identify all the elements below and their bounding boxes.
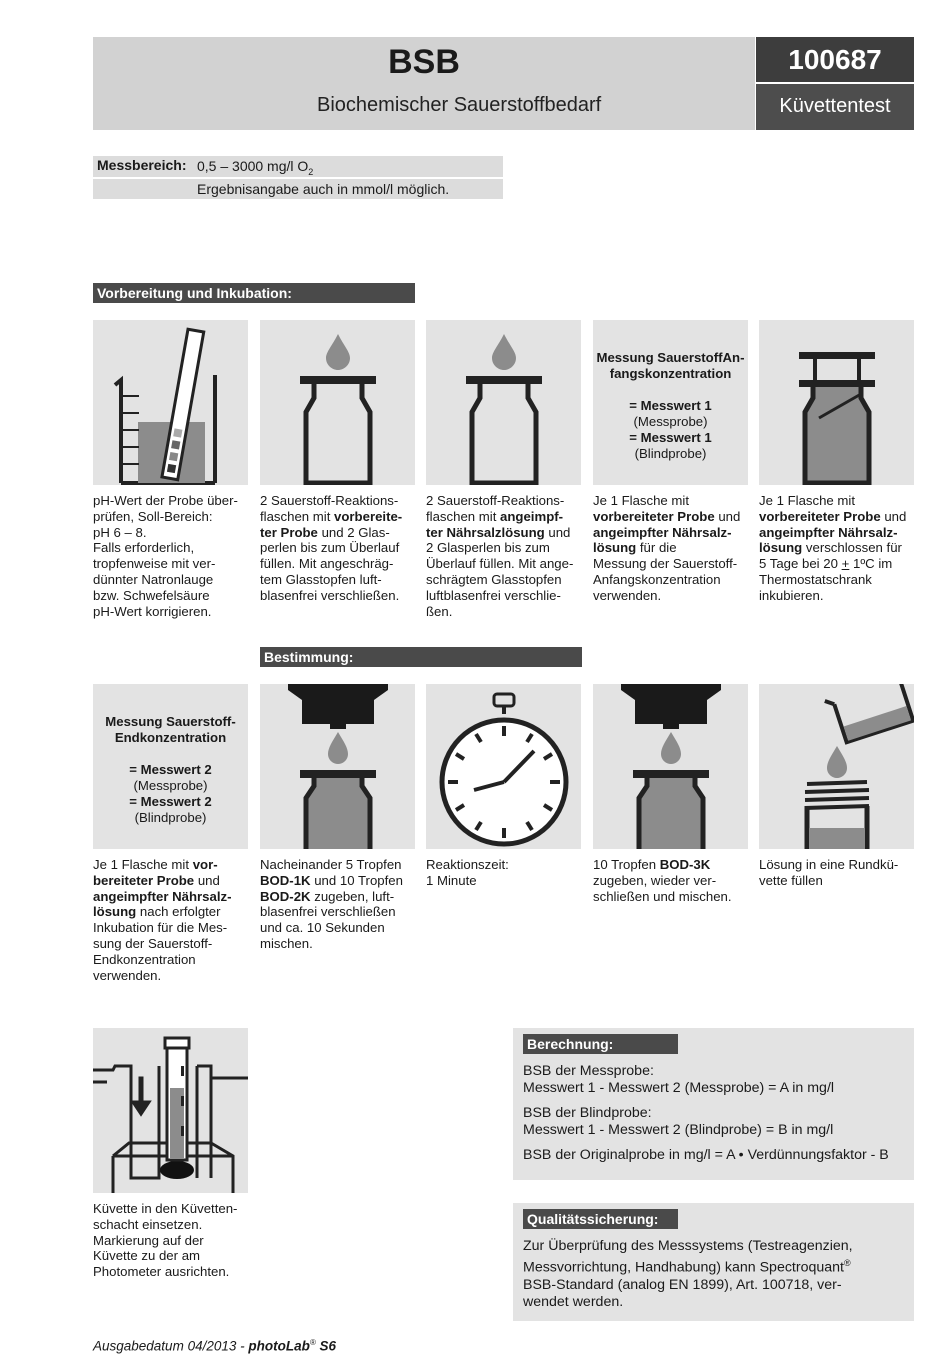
messwert-2-label: = Messwert 2	[129, 762, 212, 777]
section-bestimmung: Bestimmung:	[260, 647, 582, 667]
page-subtitle: Biochemischer Sauerstoffbedarf	[317, 94, 602, 116]
drop-icon	[661, 732, 681, 764]
beaker-ph-strip-icon	[93, 320, 248, 485]
step-11-text: Küvette in den Küvetten- schacht einsetzen. Markierung auf der Küvette zu der am Photometer ausrichten.	[93, 1201, 238, 1280]
panel-reagent-drop-3k	[593, 684, 748, 849]
step-4-text: Je 1 Flasche mit vorbereiteter Probe und angeimpfter Nährsalz- lösung für die Messung der Sauerstoff- Anfangskonzentration verwenden.	[593, 493, 741, 603]
messbereich-note: Ergebnisangabe auch in mmol/l möglich.	[197, 181, 450, 197]
panel-reagent-drop	[260, 684, 415, 849]
qualitaet-text: Zur Überprüfung des Messsystems (Testreagenzien, Messvorrichtung, Handhabung) kann Spectroquant® BSB-Standard (analog EN 1899), Art. 100718, ver- wendet werden.	[523, 1238, 853, 1310]
messprobe-label: (Messprobe)	[633, 414, 708, 429]
messung-end-title-1: Messung Sauerstoff-	[105, 714, 236, 729]
section-qualitaet: Qualitätssicherung:	[523, 1209, 678, 1229]
drop-icon	[328, 732, 348, 764]
messung-anfang-title-1: Messung SauerstoffAn-	[596, 350, 745, 365]
step-6-text: Je 1 Flasche mit vor- bereiteter Probe und angeimpfter Nährsalz- lösung nach erfolgter Inkubation für die Mes- sung der Sauerstoff- Endkonzentration verwenden.	[93, 857, 232, 983]
blindprobe-label: (Blindprobe)	[134, 810, 207, 825]
pour-cuvette-icon	[759, 684, 914, 849]
bottle-drop-icon	[260, 320, 415, 485]
drop-icon	[492, 334, 516, 370]
panel-bottle-naehrsalz	[426, 320, 581, 485]
panel-photometer	[93, 1028, 248, 1193]
test-type: Küvettentest	[779, 95, 891, 117]
step-2-text: 2 Sauerstoff-Reaktions- flaschen mit vorbereite- ter Probe und 2 Glas- perlen bis zum Überlauf füllen. Mit angeschräg- tem Glasstopfen luft- blasenfrei verschließen.	[260, 493, 403, 603]
drop-icon	[827, 746, 847, 778]
panel-messung-end	[93, 684, 248, 849]
messwert-2-blind-label: = Messwert 2	[129, 794, 212, 809]
step-9-text: 10 Tropfen BOD-3K zugeben, wieder ver- schließen und mischen.	[593, 857, 732, 904]
panel-ph-test	[93, 320, 248, 485]
page-title: BSB	[388, 43, 460, 81]
footer: Ausgabedatum 04/2013 - photoLab® S6	[93, 1338, 337, 1354]
step-3-text: 2 Sauerstoff-Reaktions- flaschen mit angeimpf- ter Nährsalzlösung und 2 Glasperlen bis zum Überlauf füllen. Mit ange- schrägtem Glasstopfen luftblasenfrei verschlie- ßen.	[426, 493, 574, 619]
panel-bottle-probe	[260, 320, 415, 485]
step-1-text: pH-Wert der Probe über- prüfen, Soll-Bereich: pH 6 – 8. Falls erforderlich, tropfenweise mit ver- dünnter Natronlauge bzw. Schwefelsäure pH-Wert korrigieren.	[93, 493, 238, 619]
panel-stopwatch	[426, 684, 581, 849]
messwert-1-label: = Messwert 1	[629, 398, 712, 413]
messbereich-value: 0,5 – 3000 mg/l $O_2$	[197, 158, 314, 177]
section-berechnung: Berechnung:	[523, 1034, 678, 1054]
article-number: 100687	[788, 44, 882, 75]
step-5-text: Je 1 Flasche mit vorbereiteter Probe und angeimpfter Nährsalz- lösung verschlossen für 5 Tage bei 20 + 1ºC im Thermostatschrank inkubieren.	[759, 493, 907, 603]
messung-anfang-title-2: fangskonzentration	[609, 366, 732, 381]
panel-bottle-closed	[759, 320, 914, 485]
step-8-text: Reaktionszeit: 1 Minute	[426, 857, 509, 888]
dropper-bottle-icon	[260, 684, 415, 849]
messung-end-title-2: Endkonzentration	[114, 730, 227, 745]
messwert-1-blind-label: = Messwert 1	[629, 430, 712, 445]
arrow-down-icon	[133, 1078, 149, 1114]
panel-pour-cuvette	[759, 684, 914, 849]
closed-bottle-icon	[759, 320, 914, 485]
messprobe-label: (Messprobe)	[133, 778, 208, 793]
stopwatch-icon	[426, 684, 581, 849]
cuvette-insert-icon	[93, 1028, 248, 1193]
berechnung-text: BSB der Messprobe: Messwert 1 - Messwert 2 (Messprobe) = A in mg/l BSB der Blindprobe: Messwert 1 - Messwert 2 (Blindprobe) = B in mg/l BSB der Originalprobe in mg/l = A • Verdünnungsfaktor - B	[523, 1063, 889, 1163]
blindprobe-label: (Blindprobe)	[634, 446, 707, 461]
section-vorbereitung: Vorbereitung und Inkubation:	[93, 283, 415, 303]
dropper-bottle-icon	[593, 684, 748, 849]
step-7-text: Nacheinander 5 Tropfen BOD-1K und 10 Tropfen BOD-2K zugeben, luft- blasenfrei verschließen und ca. 10 Sekunden mischen.	[260, 857, 403, 951]
bottle-drop-icon	[426, 320, 581, 485]
panel-messung-anfang	[593, 320, 748, 485]
messbereich-label: Messbereich:	[97, 157, 187, 173]
step-10-text: Lösung in eine Rundkü- vette füllen	[759, 857, 899, 888]
drop-icon	[326, 334, 350, 370]
